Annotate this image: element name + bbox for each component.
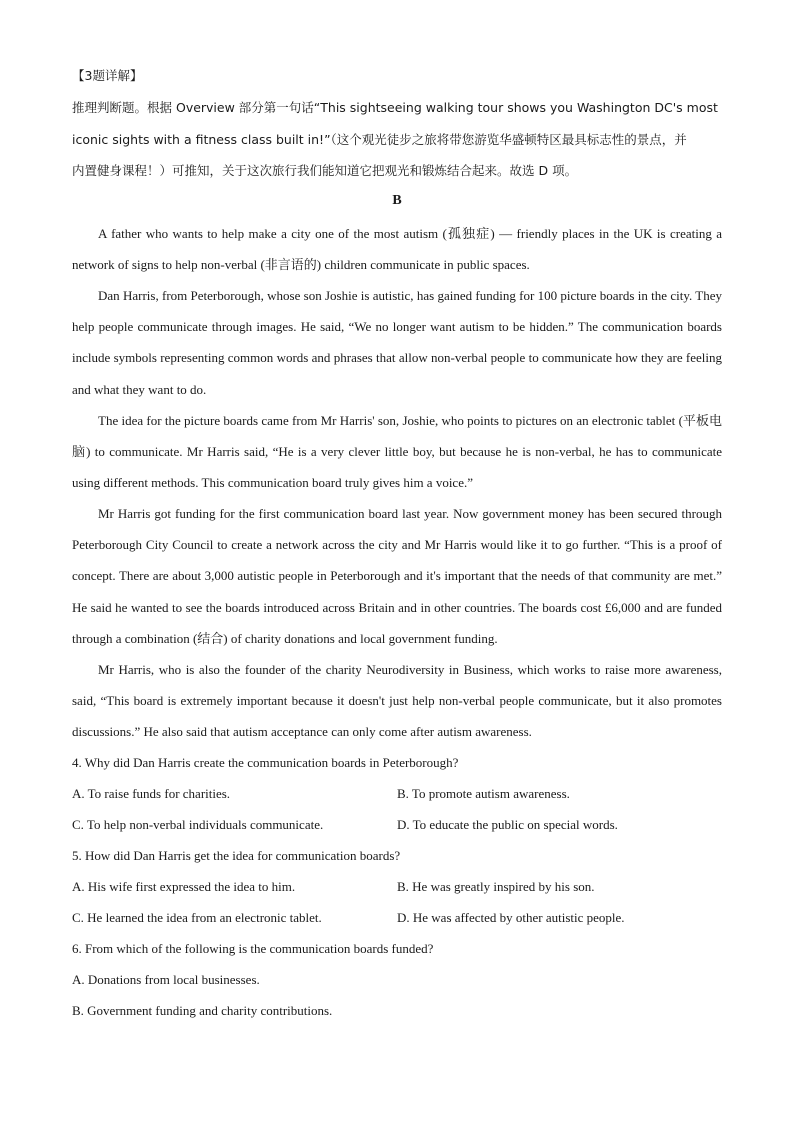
explanation-heading: 【3题详解】	[72, 68, 143, 83]
question-option: A. His wife first expressed the idea to him.	[72, 879, 296, 894]
question-option: B. Government funding and charity contributions.	[72, 1003, 333, 1018]
question-stem: 4. Why did Dan Harris create the communication boards in Peterborough?	[72, 755, 459, 770]
passage-paragraph: The idea for the picture boards came from Mr Harris' son, Joshie, who points to pictures on an electronic tablet (平板电脑) to communicate. Mr Harris said, “He is a very clever little boy, but because he is non-verbal, he has to communicate using different methods. This communication board truly gives him a voice.”	[72, 413, 722, 491]
passage-paragraph: Dan Harris, from Peterborough, whose son Joshie is autistic, has gained funding for 100 picture boards in the city. They help people communicate through images. He said, “We no longer want autism to be hidden.” The communication boards include symbols representing common words and phrases that allow non-verbal people to communicate how they are feeling and what they want to do.	[72, 288, 722, 397]
question-option: A. Donations from local businesses.	[72, 972, 260, 987]
passage-paragraph: Mr Harris got funding for the first communication board last year. Now government money has been secured through Peterborough City Council to create a network across the city and Mr Harris would like it to go further. “This is a proof of concept. There are about 3,000 autistic people in Peterborough and it's important that the needs of that community are met.” He said he wanted to see the boards introduced across Britain and in other countries. The boards cost £6,000 and are funded through a combination (结合) of charity donations and local government funding.	[72, 506, 722, 646]
question-stem: 6. From which of the following is the communication boards funded?	[72, 941, 434, 956]
question-option: C. He learned the idea from an electronic tablet.	[72, 910, 322, 925]
explanation-line: 内置健身课程！）可推知，关于这次旅行我们能知道它把观光和锻炼结合起来。故选 D 项。	[72, 163, 578, 178]
question-option: A. To raise funds for charities.	[72, 786, 231, 801]
question-stem: 5. How did Dan Harris get the idea for communication boards?	[72, 848, 401, 863]
passage-paragraph: A father who wants to help make a city one of the most autism (孤独症) — friendly places in the UK is creating a network of signs to help non-verbal (非言语的) children communicate in public spaces.	[72, 226, 722, 273]
question-option: D. To educate the public on special words.	[397, 817, 618, 832]
question-option: B. To promote autism awareness.	[397, 786, 570, 801]
passage-label: B	[392, 193, 402, 208]
question-option: D. He was affected by other autistic people.	[397, 910, 625, 925]
explanation-line: iconic sights with a fitness class built in!”（这个观光徒步之旅将带您游览华盛顿特区最具标志性的景点，并	[72, 132, 687, 147]
question-option: B. He was greatly inspired by his son.	[397, 879, 595, 894]
explanation-line: 推理判断题。根据 Overview 部分第一句话“This sightseeing walking tour shows you Washington DC's most	[72, 100, 718, 115]
question-option: C. To help non-verbal individuals communicate.	[72, 817, 324, 832]
passage-paragraph: Mr Harris, who is also the founder of the charity Neurodiversity in Business, which works to raise more awareness, said, “This board is extremely important because it doesn't just help non-verbal people communicate, but it also promotes discussions.” He also said that autism acceptance can only come after autism awareness.	[72, 662, 722, 740]
